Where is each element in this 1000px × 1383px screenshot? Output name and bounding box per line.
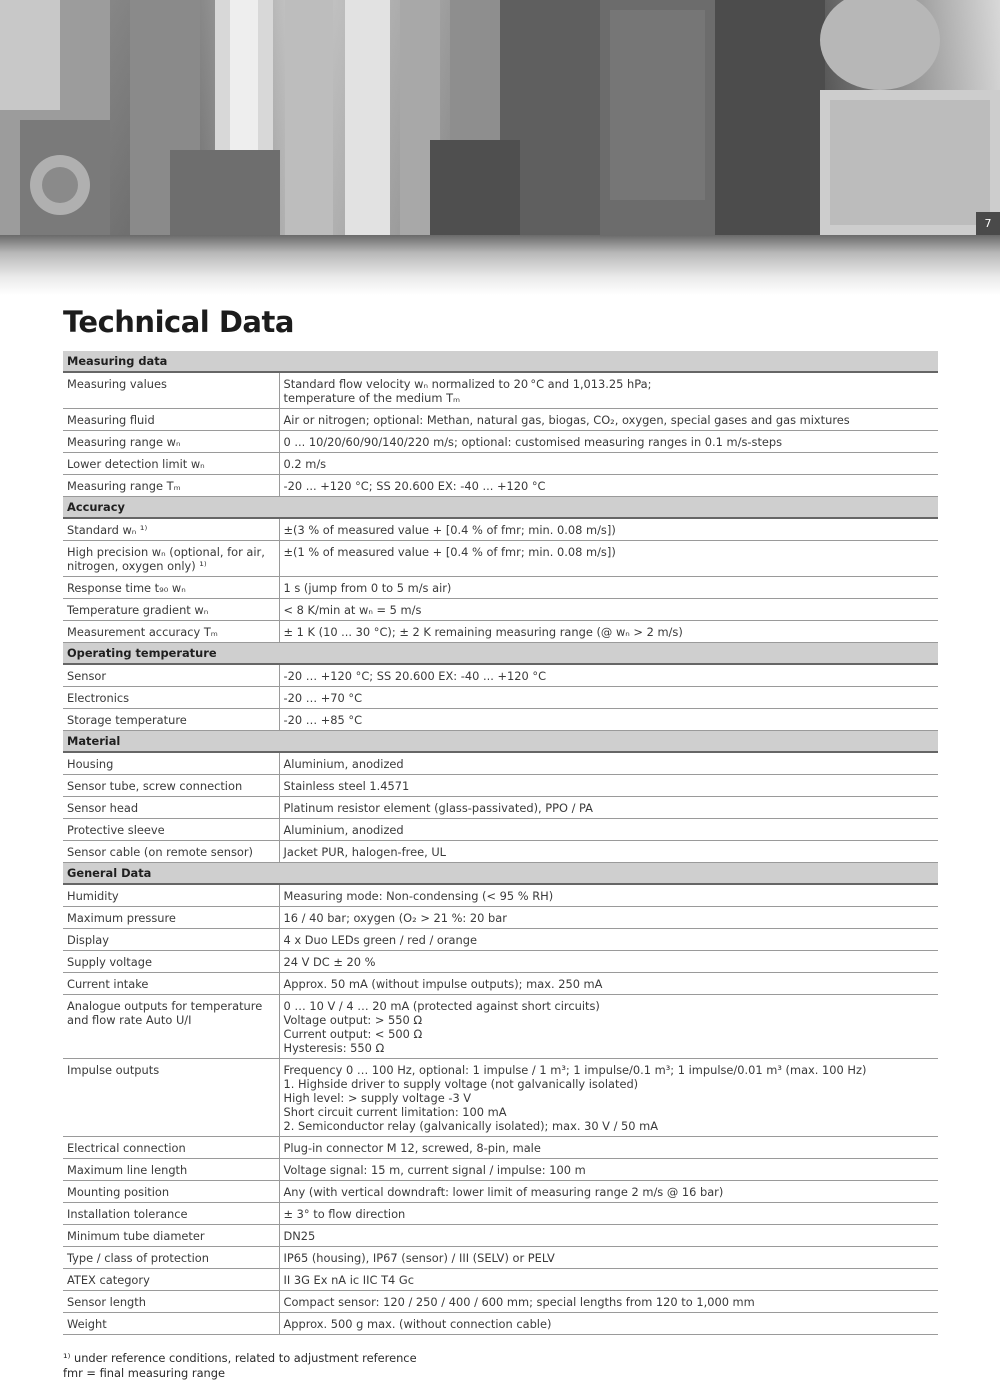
section-header-row (63, 863, 938, 885)
table-row (63, 907, 938, 929)
table-row (63, 1203, 938, 1225)
spec-label: Maximum pressure (63, 907, 279, 929)
spec-value: Approx. 500 g max. (without connection cable) (279, 1313, 938, 1335)
spec-label: ATEX category (63, 1269, 279, 1291)
section-heading: Measuring data (63, 351, 938, 372)
spec-value: -20 ... +120 °C; SS 20.600 EX: -40 ... +120 °C (279, 475, 938, 497)
spec-value: ± 1 K (10 ... 30 °C); ± 2 K remaining measuring range (@ wₙ > 2 m/s) (279, 621, 938, 643)
table-row (63, 372, 938, 409)
spec-value: -20 … +70 °C (279, 687, 938, 709)
table-row (63, 431, 938, 453)
table-row (63, 577, 938, 599)
spec-value: DN25 (279, 1225, 938, 1247)
spec-value: Plug-in connector M 12, screwed, 8-pin, male (279, 1137, 938, 1159)
spec-label: Electrical connection (63, 1137, 279, 1159)
spec-label: Measuring values (63, 372, 279, 409)
spec-label: Measuring range wₙ (63, 431, 279, 453)
spec-label: Type / class of protection (63, 1247, 279, 1269)
section-header-row (63, 731, 938, 753)
industrial-pipes-image (0, 0, 1000, 235)
spec-label: Installation tolerance (63, 1203, 279, 1225)
table-row (63, 819, 938, 841)
table-row (63, 841, 938, 863)
table-row (63, 453, 938, 475)
table-row (63, 1181, 938, 1203)
header-photo (0, 0, 1000, 235)
table-row (63, 752, 938, 775)
table-row (63, 1269, 938, 1291)
spec-value: II 3G Ex nA ic IIC T4 Gc (279, 1269, 938, 1291)
table-row (63, 541, 938, 577)
spec-label: Lower detection limit wₙ (63, 453, 279, 475)
table-row (63, 951, 938, 973)
spec-value: 0 … 10 V / 4 … 20 mA (protected against short circuits) Voltage output: > 550 Ω Current output: < 500 Ω Hysteresis: 550 Ω (279, 995, 938, 1059)
spec-value: Jacket PUR, halogen-free, UL (279, 841, 938, 863)
spec-label: Impulse outputs (63, 1059, 279, 1137)
footnote-reference: ¹⁾ under reference conditions, related to adjustment reference (63, 1351, 417, 1365)
technical-data-table (63, 351, 938, 1335)
table-row (63, 409, 938, 431)
spec-value: Any (with vertical downdraft: lower limit of measuring range 2 m/s @ 16 bar) (279, 1181, 938, 1203)
table-row (63, 599, 938, 621)
spec-label: Measuring fluid (63, 409, 279, 431)
spec-value: < 8 K/min at wₙ = 5 m/s (279, 599, 938, 621)
spec-label: Measuring range Tₘ (63, 475, 279, 497)
spec-label: Maximum line length (63, 1159, 279, 1181)
spec-label: Response time t₉₀ wₙ (63, 577, 279, 599)
spec-label: Current intake (63, 973, 279, 995)
page-number: 7 (976, 212, 1000, 235)
footnote-fmr: fmr = final measuring range (63, 1365, 226, 1380)
spec-value: 1 s (jump from 0 to 5 m/s air) (279, 577, 938, 599)
spec-label: Storage temperature (63, 709, 279, 731)
page-title: Technical Data (63, 305, 294, 339)
spec-label: Sensor cable (on remote sensor) (63, 841, 279, 863)
spec-label: Electronics (63, 687, 279, 709)
spec-value: 0 ... 10/20/60/90/140/220 m/s; optional: customised measuring ranges in 0.1 m/s-steps (279, 431, 938, 453)
spec-label: Sensor length (63, 1291, 279, 1313)
section-heading: Material (63, 731, 938, 753)
table-row (63, 1247, 938, 1269)
table-row (63, 1059, 938, 1137)
spec-value: Aluminium, anodized (279, 752, 938, 775)
spec-value: Aluminium, anodized (279, 819, 938, 841)
table-row (63, 973, 938, 995)
table-row (63, 1159, 938, 1181)
table-row (63, 995, 938, 1059)
spec-value: Measuring mode: Non-condensing (< 95 % RH) (279, 884, 938, 907)
spec-label: Housing (63, 752, 279, 775)
table-row (63, 1137, 938, 1159)
spec-label: Standard wₙ ¹⁾ (63, 518, 279, 541)
spec-label: Weight (63, 1313, 279, 1335)
spec-label: Sensor head (63, 797, 279, 819)
spec-value: Air or nitrogen; optional: Methan, natural gas, biogas, CO₂, oxygen, special gases and gas mixtures (279, 409, 938, 431)
spec-label: Display (63, 929, 279, 951)
table-row (63, 1291, 938, 1313)
spec-value: Approx. 50 mA (without impulse outputs); max. 250 mA (279, 973, 938, 995)
spec-value: IP65 (housing), IP67 (sensor) / III (SELV) or PELV (279, 1247, 938, 1269)
spec-value: ± 3° to flow direction (279, 1203, 938, 1225)
spec-value: Voltage signal: 15 m, current signal / impulse: 100 m (279, 1159, 938, 1181)
spec-value: 0.2 m/s (279, 453, 938, 475)
table-row (63, 797, 938, 819)
table-row (63, 664, 938, 687)
table-row (63, 929, 938, 951)
section-header-row (63, 497, 938, 519)
spec-label: High precision wₙ (optional, for air, nitrogen, oxygen only) ¹⁾ (63, 541, 279, 577)
section-heading: Operating temperature (63, 643, 938, 665)
spec-value: 16 / 40 bar; oxygen (O₂ > 21 %: 20 bar (279, 907, 938, 929)
spec-value: -20 … +120 °C; SS 20.600 EX: -40 ... +120 °C (279, 664, 938, 687)
spec-value: -20 … +85 °C (279, 709, 938, 731)
spec-label: Protective sleeve (63, 819, 279, 841)
spec-value: Standard flow velocity wₙ normalized to 20 °C and 1,013.25 hPa; temperature of the medium Tₘ (279, 372, 938, 409)
table-row (63, 775, 938, 797)
footnotes (63, 1351, 417, 1380)
spec-value: 4 x Duo LEDs green / red / orange (279, 929, 938, 951)
table-row (63, 518, 938, 541)
spec-value: Stainless steel 1.4571 (279, 775, 938, 797)
spec-label: Analogue outputs for temperature and flow rate Auto U/I (63, 995, 279, 1059)
section-heading: Accuracy (63, 497, 938, 519)
section-header-row (63, 351, 938, 372)
spec-value: Frequency 0 … 100 Hz, optional: 1 impulse / 1 m³; 1 impulse/0.1 m³; 1 impulse/0.01 m³ (max. 100 Hz) 1. Highside driver to supply voltage (not galvanically isolated) High level: > supply voltage -3 V Short circuit current limitation: 100 mA 2. Semiconductor relay (galvanically isolated); max. 30 V / 50 mA (279, 1059, 938, 1137)
table-row (63, 1313, 938, 1335)
spec-value: ±(3 % of measured value + [0.4 % of fmr; min. 0.08 m/s]) (279, 518, 938, 541)
header-gradient (0, 235, 1000, 295)
spec-label: Supply voltage (63, 951, 279, 973)
spec-label: Minimum tube diameter (63, 1225, 279, 1247)
spec-value: ±(1 % of measured value + [0.4 % of fmr; min. 0.08 m/s]) (279, 541, 938, 577)
table-row (63, 709, 938, 731)
spec-label: Sensor tube, screw connection (63, 775, 279, 797)
section-heading: General Data (63, 863, 938, 885)
spec-label: Measurement accuracy Tₘ (63, 621, 279, 643)
spec-value: 24 V DC ± 20 % (279, 951, 938, 973)
section-header-row (63, 643, 938, 665)
spec-value: Platinum resistor element (glass-passivated), PPO / PA (279, 797, 938, 819)
spec-value: Compact sensor: 120 / 250 / 400 / 600 mm; special lengths from 120 to 1,000 mm (279, 1291, 938, 1313)
spec-label: Sensor (63, 664, 279, 687)
spec-label: Humidity (63, 884, 279, 907)
spec-label: Mounting position (63, 1181, 279, 1203)
table-row (63, 884, 938, 907)
table-row (63, 1225, 938, 1247)
table-row (63, 475, 938, 497)
spec-label: Temperature gradient wₙ (63, 599, 279, 621)
table-row (63, 687, 938, 709)
table-row (63, 621, 938, 643)
